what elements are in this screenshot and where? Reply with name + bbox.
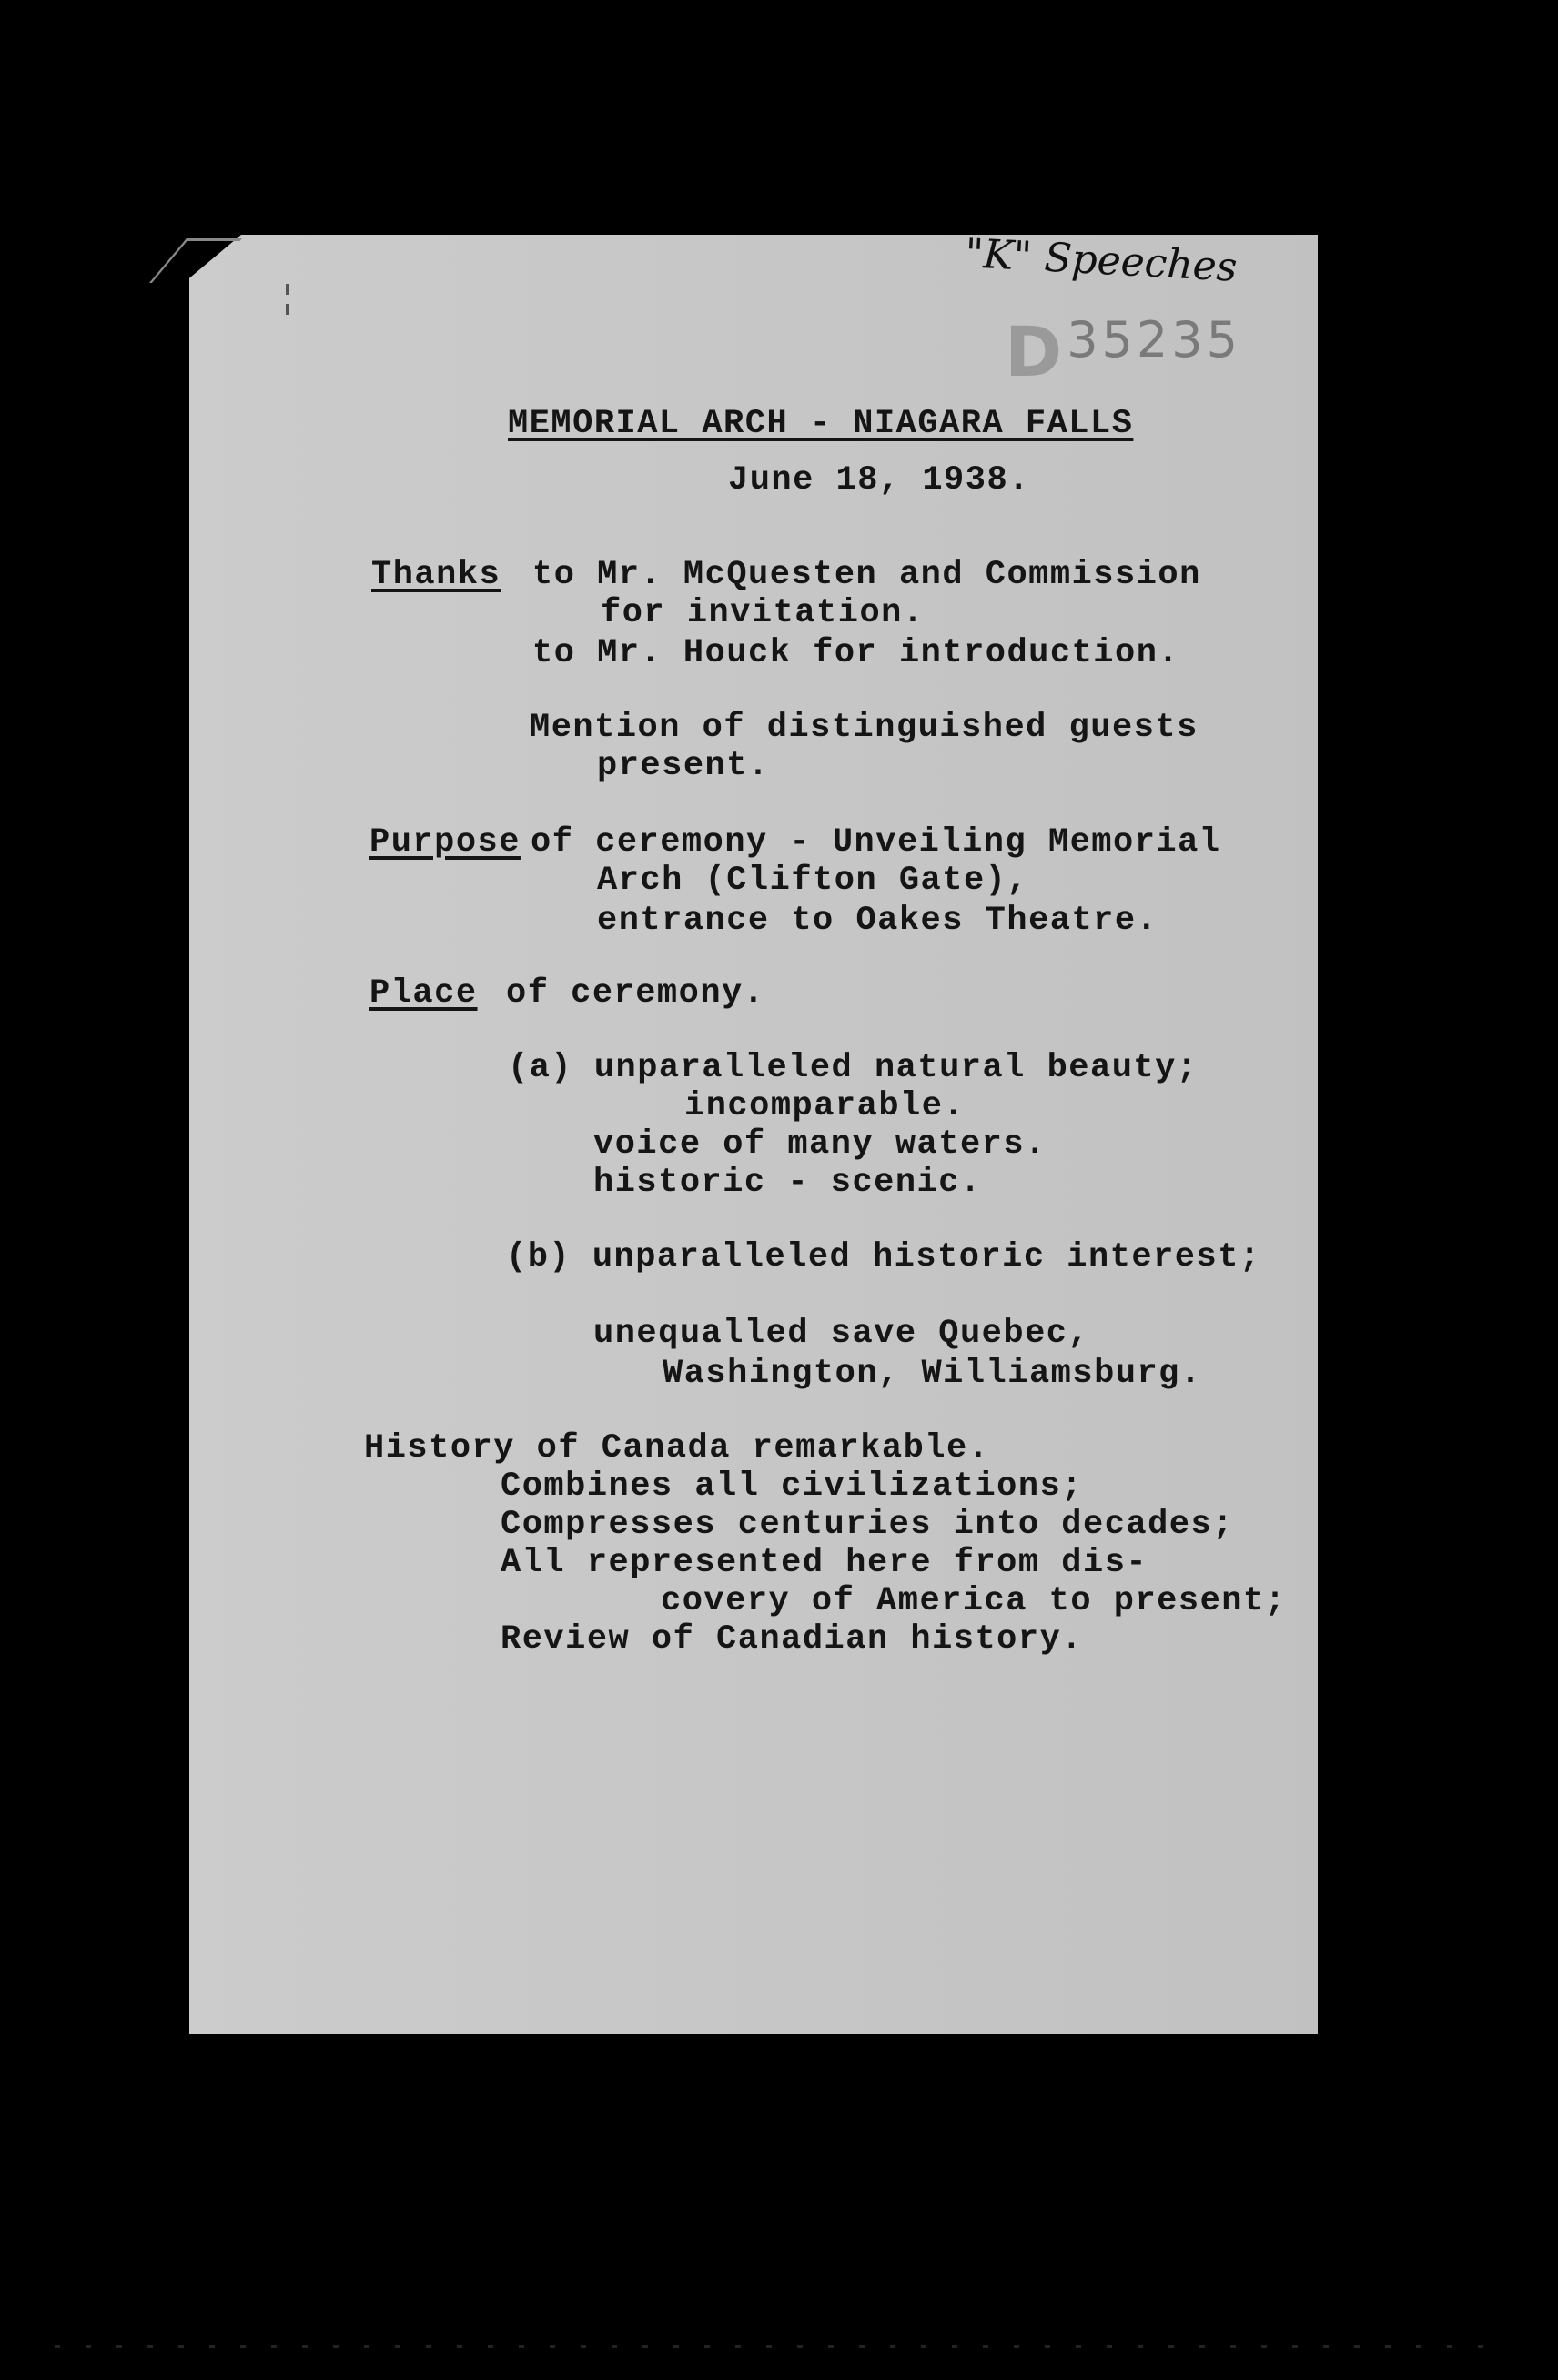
item-b-line-3: Washington, Williamsburg. [663,1355,1202,1393]
document-title: MEMORIAL ARCH - NIAGARA FALLS [508,405,1134,443]
item-b-line-1: (b) unparalleled historic interest; [506,1238,1261,1276]
handwritten-label: "K" Speeches [964,230,1239,291]
purpose-line-1: of ceremony - Unveiling Memorial [531,823,1221,862]
thanks-heading: Thanks [371,556,501,594]
history-line-6: Review of Canadian history. [501,1620,1083,1659]
thanks-line-2: for invitation. [601,594,925,632]
purpose-line-3: entrance to Oakes Theatre. [597,902,1158,940]
mention-line-2: present. [597,747,770,785]
item-a-line-1: (a) unparalleled natural beauty; [508,1049,1199,1087]
history-line-4: All represented here from dis- [501,1544,1148,1582]
history-line-5: covery of America to present; [661,1582,1287,1620]
purpose-heading: Purpose [369,823,521,862]
history-line-2: Combines all civilizations; [501,1467,1083,1506]
history-line-1: History of Canada remarkable. [364,1429,990,1467]
stamp-number: 35235 [1067,311,1241,368]
item-b-line-2: unequalled save Quebec, [593,1315,1090,1353]
document-date: June 18, 1938. [728,461,1030,499]
history-line-3: Compresses centuries into decades; [501,1506,1234,1544]
mention-line-1: Mention of distinguished guests [530,709,1199,747]
thanks-line-3: to Mr. Houck for introduction. [532,634,1180,672]
item-a-line-4: historic - scenic. [593,1164,982,1202]
place-line-1: of ceremony. [506,974,765,1013]
item-a-line-3: voice of many waters. [593,1125,1047,1164]
margin-marks [286,284,291,338]
purpose-line-2: Arch (Clifton Gate), [597,862,1029,900]
scan-edge-noise [55,2345,1502,2348]
archive-stamp [1005,311,1241,392]
stamp-letter: D [1005,311,1063,392]
place-heading: Place [369,974,478,1013]
thanks-line-1: to Mr. McQuesten and Commission [532,556,1201,594]
item-a-line-2: incomparable. [684,1087,966,1125]
